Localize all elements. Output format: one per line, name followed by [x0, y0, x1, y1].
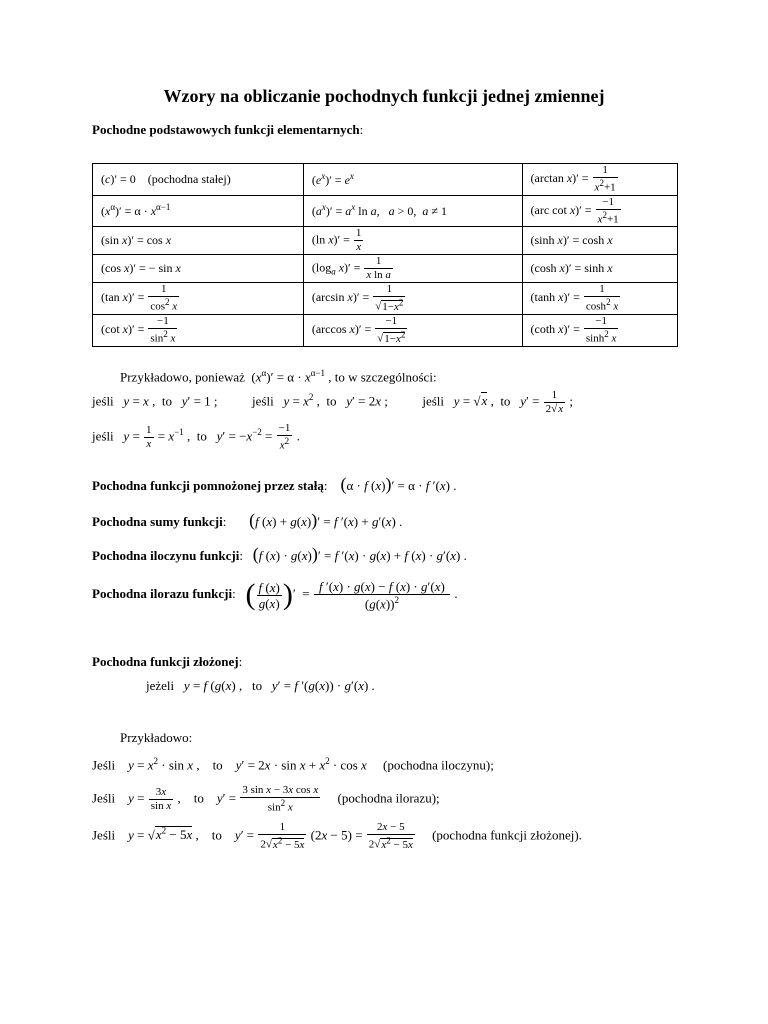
table-cell: (cos x)′ = − sin x: [93, 255, 304, 283]
table-cell: (tan x)′ = $\frac{1}{\cos^2 x}$: [93, 283, 304, 315]
rule-chain-formula: jeżeli y = f (g(x) , to y′ = f ′(g(x)) · g′(x) .: [146, 678, 375, 693]
table-cell: (ln x)′ = $\frac{1}{x}$: [303, 227, 522, 255]
example2-line-1: Jeśli $y = x^2 \cdot \sin x$ , to $y' = 2x \cdot \sin x + x^2 \cdot \cos x$ (pochodna iloczynu);: [92, 756, 494, 773]
table-cell: (tanh x)′ = $\frac{1}{\cosh^2 x}$: [522, 283, 677, 315]
rule-const: Pochodna funkcji pomnożonej przez stałą: (α · f (x))′ = α · f ′(x) .: [92, 474, 457, 494]
example-intro-text: Przykładowo, ponieważ: [120, 369, 245, 385]
table-cell: (c)′ = 0 (pochodna stałej): [93, 164, 304, 196]
to-label: to: [326, 393, 337, 409]
table-row: [93, 283, 678, 315]
section-heading-basic: [92, 122, 363, 138]
table-cell: $(e^x)' = e^x$: [303, 164, 522, 196]
table-cell: (arccos x)′ = $\frac{-1}{√1-x^2}$: [303, 314, 522, 346]
jesli-label: Jeśli: [92, 757, 116, 773]
example-intro-end: , to w szczególności:: [328, 369, 437, 385]
example-line-2: jeśli y = $\frac{1}{x}$ = $x^{-1}$ , to $y' = -x^{-2}$ = $\frac{-1}{x^2}$ .: [92, 422, 300, 452]
const-note: (pochodna stałej): [147, 171, 231, 186]
rule-quotient: Pochodna ilorazu funkcji: ( $\frac{f (x)}{g(x)}$ )′ = $\frac{f '(x) \cdot g(x) - f (x) \cdot g'(x)}{(g(x))^2}$ .: [92, 578, 458, 612]
section-heading-basic-text: Pochodne podstawowych funkcji elementarnych: [92, 122, 360, 137]
colon: :: [238, 654, 243, 669]
colon: :: [232, 585, 236, 601]
to-label: to: [500, 393, 511, 409]
jezeli-label: jeżeli: [146, 678, 175, 693]
rule-product-label: Pochodna iloczynu funkcji: [92, 548, 240, 563]
table-cell: (arctan x)′ = $\frac{1}{x^2+1}$: [522, 164, 677, 196]
table-row: [93, 195, 678, 227]
jesli-label: jeśli: [92, 428, 114, 444]
table-cell: $(a^x)' = a^x$ ln a, a > 0, a ≠ 1: [303, 195, 522, 227]
example2-line-2: Jeśli y = $\frac{3x}{\text{sin x}}$ , to y′ = $\frac{\text{3 sin x − 3x cos x}}{\sin^2 x}$ (pochodna ilorazu);: [92, 784, 440, 814]
table-cell: ($\log_a$ x)′ = $\frac{1}{\text{x ln a}}$: [303, 255, 522, 283]
jesli-label: Jeśli: [92, 790, 116, 806]
table-row: [93, 164, 678, 196]
page-title: Wzory na obliczanie pochodnych funkcji jednej zmiennej: [163, 86, 605, 106]
colon: :: [359, 122, 364, 137]
to-label: to: [193, 790, 204, 806]
colon: :: [323, 478, 328, 493]
to-label: to: [196, 428, 207, 444]
table-cell: (arc cot x)′ = $\frac{-1}{x^2+1}$: [522, 195, 677, 227]
rule-chain: [92, 654, 242, 670]
jesli-label: jeśli: [252, 393, 274, 409]
note-quotient: (pochodna ilorazu);: [337, 790, 440, 806]
table-row: [93, 227, 678, 255]
jesli-label: jeśli: [92, 393, 114, 409]
rule-quotient-label: Pochodna ilorazu funkcji: [92, 585, 233, 601]
table-row: [93, 255, 678, 283]
to-label: to: [251, 678, 263, 693]
table-cell: $(x^\alpha)' = \alpha \cdot x^{\alpha-1}$: [93, 195, 304, 227]
table-cell: (sin x)′ = cos x: [93, 227, 304, 255]
example-line-1: jeśli y = x , to y′ = 1 ; jeśli $y = x^2$ , to y′ = 2x ; jeśli y = √x , to y′ = $\frac{1}{2√x}$ ;: [92, 389, 573, 415]
table-cell: (cosh x)′ = sinh x: [522, 255, 677, 283]
table-cell: (cot x)′ = $\frac{-1}{\sin^2 x}$: [93, 314, 304, 346]
jesli-label: jeśli: [422, 393, 445, 409]
rule-sum-label: Pochodna sumy funkcji: [92, 514, 223, 529]
colon: :: [239, 548, 243, 563]
derivatives-table: [92, 163, 678, 347]
rule-sum: Pochodna sumy funkcji: (f (x) + g(x))′ = f ′(x) + g′(x) .: [92, 510, 403, 530]
rule-product: Pochodna iloczynu funkcji: (f (x) · g(x))′ = f ′(x) · g(x) + f (x) · g′(x) .: [92, 544, 467, 564]
colon: :: [222, 514, 227, 529]
examples2-intro: Przykładowo:: [120, 730, 193, 745]
jesli-label: Jeśli: [92, 827, 116, 843]
table-cell: (arcsin x)′ = $\frac{1}{√1-x^2}$: [303, 283, 522, 315]
note-chain: (pochodna funkcji złożonej).: [432, 827, 582, 843]
example2-line-3: Jeśli $y = √x^2 - 5x$ , to y′ = $\frac{1}{2√x^2 - 5x}$ (2x − 5) = $\frac{2x - 5}{2√x^2 - 5x}$ (pochodna funkcji złożonej).: [92, 821, 582, 851]
note-product: (pochodna iloczynu);: [383, 757, 494, 773]
example-intro: Przykładowo, ponieważ $(x^\alpha)' = \alpha \cdot x^{\alpha-1}$ , to w szczególności:: [120, 368, 437, 385]
table-cell: (coth x)′ = $\frac{-1}{\sinh^2 x}$: [522, 314, 677, 346]
to-label: to: [161, 393, 172, 409]
table-cell: (sinh x)′ = cosh x: [522, 227, 677, 255]
table-row: [93, 314, 678, 346]
rule-const-label: Pochodna funkcji pomnożonej przez stałą: [92, 478, 324, 493]
to-label: to: [212, 757, 223, 773]
to-label: to: [211, 827, 222, 843]
rule-chain-label: Pochodna funkcji złożonej: [92, 654, 239, 669]
